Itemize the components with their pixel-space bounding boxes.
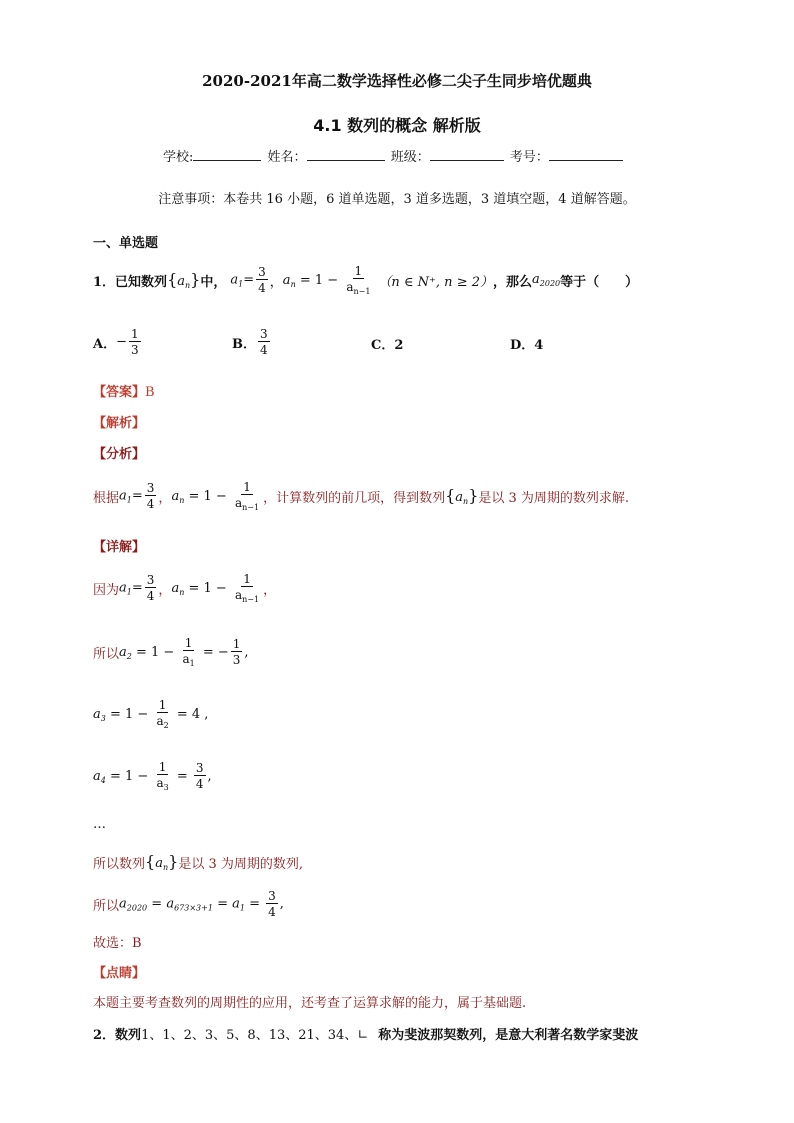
q1-answer bbox=[93, 381, 155, 400]
q2-number: 2． bbox=[93, 1028, 116, 1043]
class-label: 班级： bbox=[390, 150, 430, 165]
doc-title: 4.1 数列的概念 解析版 bbox=[313, 116, 481, 135]
q1-detail-line1 bbox=[93, 566, 276, 610]
q1-fenxi-seq: $\{a_n\}$ bbox=[445, 486, 479, 506]
name-label: 姓名： bbox=[267, 150, 307, 165]
q1-condition: （n ∈ N⁺, n ≥ 2） bbox=[378, 274, 493, 290]
q1-detail-a2020: $a_{2020} = a_{673\times 3+1} = a_1$ = $\frac{3}{4}$ , bbox=[119, 889, 284, 919]
q1-so: 所以 bbox=[93, 646, 120, 662]
q1-detail-a3: $a_3 = 1$ − $\frac{1}{a_2}$ = 4 , bbox=[93, 697, 209, 730]
q1-fenxi-comma: ， bbox=[158, 490, 172, 506]
q1-stem-suffix: ，那么 bbox=[493, 274, 533, 290]
q1-option-c[interactable]: C．2 bbox=[371, 338, 404, 353]
q1-fenxi-mid: ，计算数列的前几项，得到数列 bbox=[263, 490, 446, 506]
q1-detail-comma2: ， bbox=[263, 582, 277, 598]
q1-an-formula: $a_n = 1$ − $\frac{1}{a_{n-1}}$ bbox=[282, 263, 371, 296]
q1-detail-line3 bbox=[93, 692, 208, 736]
q1-option-d[interactable]: D．4 bbox=[510, 338, 544, 353]
q1-option-b[interactable] bbox=[232, 320, 272, 364]
q1-option-a-value: − $\frac{1}{3}$ bbox=[116, 327, 139, 357]
q1-fenxi-suffix: 是以 3 为周期的数列求解. bbox=[478, 490, 630, 506]
q1-choose: 故选：B bbox=[93, 936, 142, 951]
q1-stem bbox=[93, 258, 638, 302]
q1-because: 因为 bbox=[93, 582, 120, 598]
q1-comma: ， bbox=[269, 274, 283, 290]
q1-ellipsis: … bbox=[93, 817, 106, 832]
q1-option-b-value: $\frac{3}{4}$ bbox=[260, 327, 268, 357]
class-blank[interactable] bbox=[430, 148, 504, 161]
q1-stem-end: 等于（ ） bbox=[560, 274, 639, 290]
q1-option-a-label: A． bbox=[93, 336, 117, 352]
q1-fenxi-text bbox=[93, 474, 629, 518]
name-blank[interactable] bbox=[307, 148, 385, 161]
q2-sequence: 1、1、2、3、5、8、13、21、34、∟ bbox=[141, 1028, 369, 1043]
q2-stem-suffix: 称为斐波那契数列，是意大利著名数学家斐波 bbox=[378, 1028, 639, 1043]
q1-option-b-label: B． bbox=[232, 336, 256, 352]
q1-answer-label: 【答案】 bbox=[93, 385, 146, 400]
q1-period-text: 是以 3 为周期的数列, bbox=[178, 856, 303, 872]
q1-comment: 本题主要考查数列的周期性的应用，还考查了运算求解的能力，属于基础题. bbox=[93, 996, 527, 1011]
q1-so-seq: 所以数列 bbox=[93, 856, 146, 872]
q2-stem bbox=[93, 1024, 638, 1043]
section-single-choice: 一、单选题 bbox=[93, 236, 159, 251]
q1-fenxi-label: 【分析】 bbox=[93, 447, 146, 462]
q1-comment-label: 【点睛】 bbox=[93, 966, 146, 981]
q1-answer-value: B bbox=[145, 385, 155, 400]
exam-no-label: 考号： bbox=[509, 150, 549, 165]
exam-no-blank[interactable] bbox=[549, 148, 623, 161]
q1-stem-prefix: 已知数列 bbox=[115, 274, 168, 290]
q1-fenxi-an: $a_n = 1$ − $\frac{1}{a_{n-1}}$ bbox=[171, 479, 260, 512]
school-blank[interactable] bbox=[193, 148, 261, 161]
q1-detail-a1: $a_1=$ $\frac{3}{4}$ bbox=[119, 573, 155, 603]
q1-fenxi-prefix: 根据 bbox=[93, 490, 120, 506]
student-info-line bbox=[163, 146, 623, 165]
q1-number: 1． bbox=[93, 274, 116, 290]
q1-detail-line6 bbox=[93, 882, 284, 926]
q1-analysis-label: 【解析】 bbox=[93, 416, 146, 431]
q1-seq-symbol: $\{a_n\}$ bbox=[167, 270, 201, 290]
q1-so-2: 所以 bbox=[93, 898, 120, 914]
q2-stem-prefix: 数列 bbox=[115, 1028, 142, 1043]
q1-a1-formula: $a_1=$ $\frac{3}{4}$ bbox=[230, 265, 266, 295]
notice-text: 注意事项：本卷共 16 小题，6 道单选题，3 道多选题，3 道填空题，4 道解答题。 bbox=[158, 192, 636, 207]
q1-detail-line4 bbox=[93, 754, 212, 798]
q1-option-a[interactable] bbox=[93, 320, 143, 364]
q1-detail-comma1: ， bbox=[158, 582, 172, 598]
q1-stem-mid: 中， bbox=[200, 274, 227, 290]
q1-detail-a2: $a_2 = 1$ − $\frac{1}{a_1}$ = − $\frac{1}{3}$ , bbox=[119, 635, 249, 668]
q1-detail-line5 bbox=[93, 850, 303, 874]
doc-header: 2020-2021年高二数学选择性必修二尖子生同步培优题典 bbox=[202, 72, 592, 90]
q1-detail-label: 【详解】 bbox=[93, 540, 146, 555]
q1-detail-line2 bbox=[93, 630, 249, 674]
q1-a2020: $a_{2020}$ bbox=[532, 272, 561, 288]
q1-fenxi-a1: $a_1=$ $\frac{3}{4}$ bbox=[119, 481, 155, 511]
q1-detail-an: $a_n = 1$ − $\frac{1}{a_{n-1}}$ bbox=[171, 571, 260, 604]
q1-detail-a4: $a_4 = 1$ − $\frac{1}{a_3}$ = $\frac{3}{4}$ , bbox=[93, 759, 212, 792]
school-label: 学校: bbox=[163, 150, 194, 165]
q1-detail-seq: $\{a_n\}$ bbox=[145, 852, 179, 872]
